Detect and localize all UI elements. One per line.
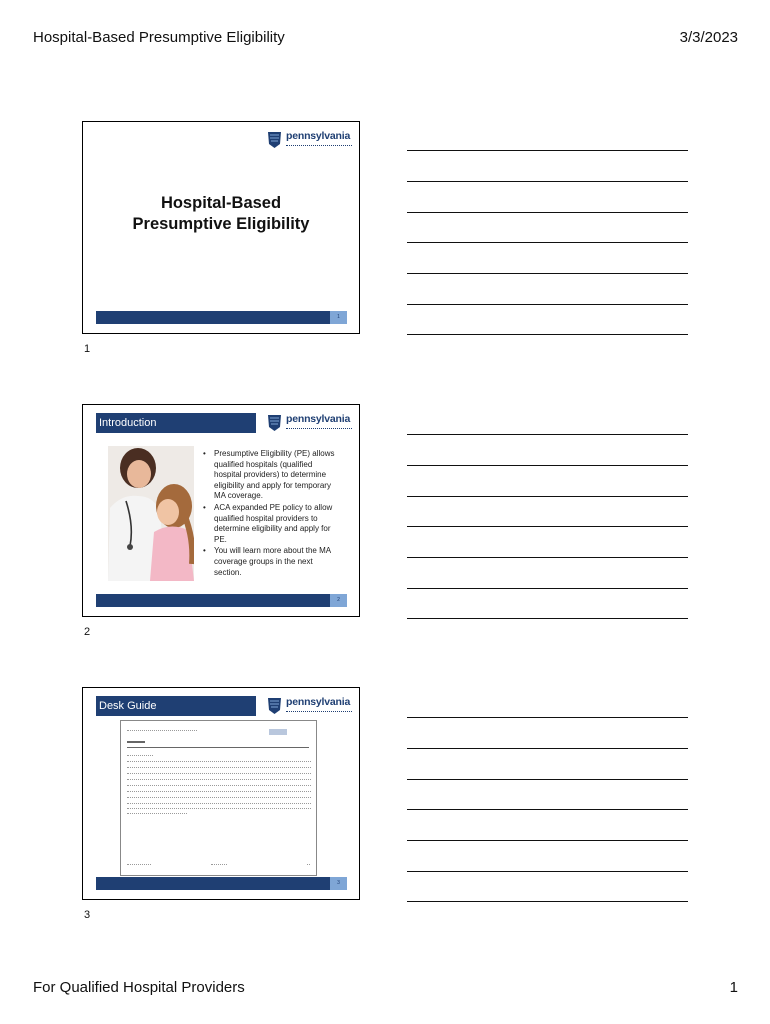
slide-number: 1 bbox=[84, 343, 91, 355]
page-number: 1 bbox=[729, 979, 738, 996]
pennsylvania-logo bbox=[266, 128, 356, 154]
doc-footer-line bbox=[127, 864, 151, 865]
note-line bbox=[407, 496, 688, 497]
slide-number: 3 bbox=[84, 909, 91, 921]
slide-2 bbox=[82, 404, 360, 617]
doc-text-line bbox=[127, 761, 311, 762]
note-line bbox=[407, 748, 688, 749]
note-line bbox=[407, 304, 688, 305]
note-line bbox=[407, 588, 688, 589]
note-line bbox=[407, 434, 688, 435]
note-line bbox=[407, 779, 688, 780]
note-line bbox=[407, 334, 688, 335]
doc-text-line bbox=[127, 755, 153, 756]
doc-logo-mark bbox=[269, 729, 287, 735]
doc-text-line bbox=[127, 730, 197, 731]
slide-footer-bar bbox=[96, 311, 335, 324]
note-line bbox=[407, 212, 688, 213]
slide-1-title bbox=[83, 193, 359, 235]
doc-text-line bbox=[127, 797, 311, 798]
note-line bbox=[407, 273, 688, 274]
doc-text-line bbox=[127, 791, 311, 792]
note-line bbox=[407, 465, 688, 466]
intro-bullet-list bbox=[202, 449, 342, 579]
doc-text-line bbox=[127, 785, 311, 786]
note-line bbox=[407, 618, 688, 619]
note-line bbox=[407, 901, 688, 902]
note-line bbox=[407, 840, 688, 841]
slide-number: 2 bbox=[84, 626, 91, 638]
slide-3-heading: Desk Guide bbox=[96, 696, 256, 716]
list-item: • ACA expanded PE policy to allow qualified hospital providers to determine eligibility and apply for PE. bbox=[202, 503, 342, 545]
desk-guide-thumbnail bbox=[120, 720, 317, 876]
logo-tagline bbox=[286, 145, 352, 148]
slide-1-title-line: Presumptive Eligibility bbox=[132, 215, 310, 233]
note-line bbox=[407, 526, 688, 527]
doc-text-line bbox=[127, 808, 311, 809]
doc-text-line bbox=[127, 773, 311, 774]
note-line bbox=[407, 150, 688, 151]
keystone-seal-icon bbox=[266, 131, 283, 149]
keystone-seal-icon bbox=[266, 414, 283, 432]
slide-page-mark: 3 bbox=[330, 877, 347, 890]
pennsylvania-logo bbox=[266, 694, 356, 720]
keystone-seal-icon bbox=[266, 697, 283, 715]
logo-tagline bbox=[286, 428, 352, 431]
logo-wordmark: pennsylvania bbox=[286, 696, 351, 708]
doc-heading-line bbox=[127, 741, 145, 743]
doctor-child-photo bbox=[108, 446, 194, 581]
page-header-title: Hospital-Based Presumptive Eligibility bbox=[33, 29, 285, 46]
doc-footer-line bbox=[307, 864, 310, 865]
note-line bbox=[407, 809, 688, 810]
note-line bbox=[407, 717, 688, 718]
page-footer-text: For Qualified Hospital Providers bbox=[33, 979, 245, 996]
doc-text-line bbox=[127, 779, 311, 780]
pennsylvania-logo bbox=[266, 411, 356, 437]
slide-2-heading: Introduction bbox=[96, 413, 256, 433]
list-item: • Presumptive Eligibility (PE) allows qualified hospitals (qualified hospital providers) to determine eligibility and apply for temporary MA coverage. bbox=[202, 449, 342, 502]
page-header-date: 3/3/2023 bbox=[679, 29, 738, 46]
slide-page-mark: 1 bbox=[330, 311, 347, 324]
note-line bbox=[407, 242, 688, 243]
slide-page-mark: 2 bbox=[330, 594, 347, 607]
doc-heading-line bbox=[127, 747, 309, 748]
doc-text-line bbox=[127, 803, 311, 804]
slide-footer-bar bbox=[96, 594, 335, 607]
logo-tagline bbox=[286, 711, 352, 714]
note-line bbox=[407, 181, 688, 182]
slide-1 bbox=[82, 121, 360, 334]
note-line bbox=[407, 871, 688, 872]
doc-text-line bbox=[127, 813, 187, 814]
slide-1-title-line: Hospital-Based bbox=[160, 194, 282, 212]
logo-wordmark: pennsylvania bbox=[286, 130, 351, 142]
slide-footer-bar bbox=[96, 877, 335, 890]
note-line bbox=[407, 557, 688, 558]
list-item: • You will learn more about the MA coverage groups in the next section. bbox=[202, 546, 342, 578]
logo-wordmark: pennsylvania bbox=[286, 413, 351, 425]
doc-footer-line bbox=[211, 864, 227, 865]
slide-3 bbox=[82, 687, 360, 900]
doc-text-line bbox=[127, 767, 311, 768]
